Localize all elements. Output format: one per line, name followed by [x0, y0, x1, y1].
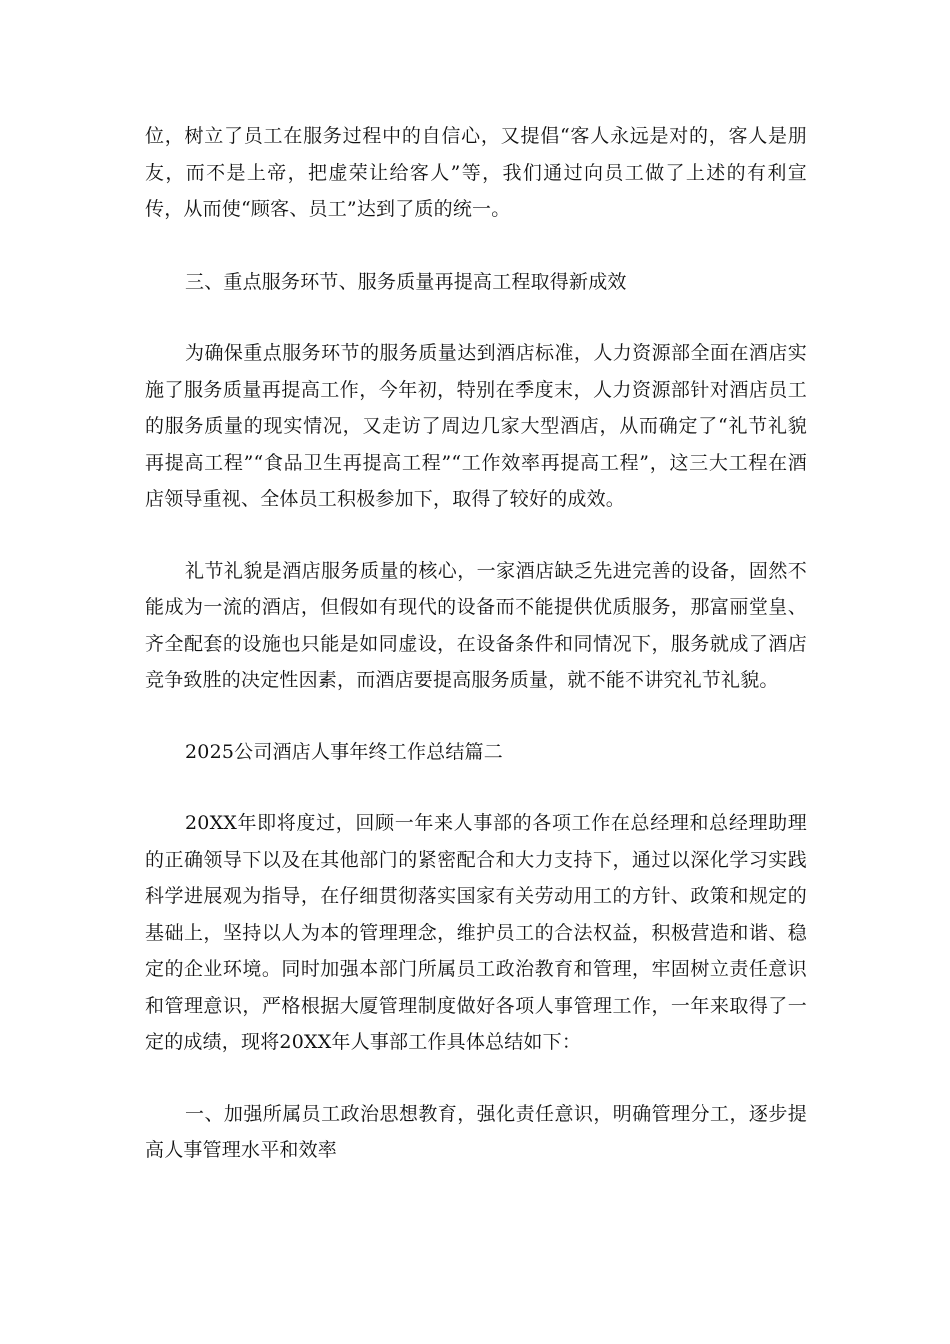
paragraph-service-quality: 为确保重点服务环节的服务质量达到酒店标准，人力资源部全面在酒店实施了服务质量再提高工作，今年初，特别在季度末，人力资源部针对酒店员工的服务质量的现实情况，又走访了周边几家大型酒店，从而确定了“礼节礼貌再提高工程”“食品卫生再提高工程”“工作效率再提高工程”，这三大工程在酒店领导重视、全体员工积极参加下，取得了较好的成效。: [145, 342, 807, 510]
section-heading-1: 一、加强所属员工政治思想教育，强化责任意识，明确管理分工，逐步提高人事管理水平和效率: [145, 1102, 807, 1161]
article-title-part-2: 2025公司酒店人事年终工作总结篇二: [185, 740, 503, 763]
document-body: [145, 118, 807, 1204]
paragraph-etiquette: 礼节礼貌是酒店服务质量的核心，一家酒店缺乏先进完善的设备，固然不能成为一流的酒店，但假如有现代的设备而不能提供优质服务，那富丽堂皇、齐全配套的设施也只能是如同虚设，在设备条件和同情况下，服务就成了酒店竞争致胜的决定性因素，而酒店要提高服务质量，就不能不讲究礼节礼貌。: [145, 559, 807, 691]
section-heading-3: 三、重点服务环节、服务质量再提高工程取得新成效: [185, 270, 627, 293]
paragraph-year-review: 20XX年即将度过，回顾一年来人事部的各项工作在总经理和总经理助理的正确领导下以及在其他部门的紧密配合和大力支持下，通过以深化学习实践科学进展观为指导，在仔细贯彻落实国家有关劳动用工的方针、政策和规定的基础上，坚持以人为本的管理理念，维护员工的合法权益，积极营造和谐、稳定的企业环境。同时加强本部门所属员工政治教育和管理，牢固树立责任意识和管理意识，严格根据大厦管理制度做好各项人事管理工作，一年来取得了一定的成绩，现将20XX年人事部工作具体总结如下：: [145, 812, 807, 1053]
paragraph-continuation: 位，树立了员工在服务过程中的自信心，又提倡“客人永远是对的，客人是朋友，而不是上帝，把虚荣让给客人”等，我们通过向员工做了上述的有利宣传，从而使“顾客、员工”达到了质的统一。: [145, 125, 807, 220]
